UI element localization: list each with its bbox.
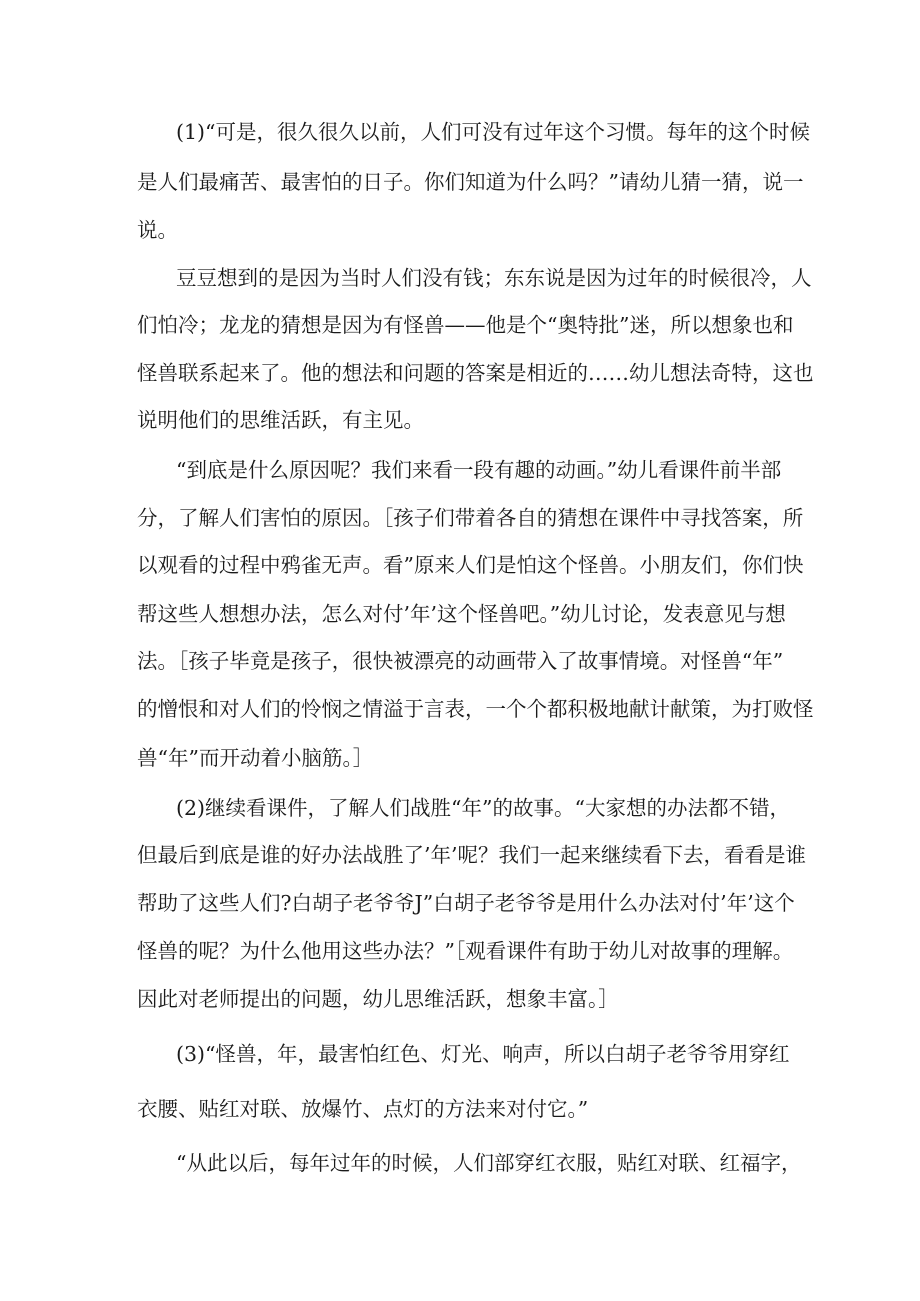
paragraph-4-line-2: 但最后到底是谁的好办法战胜了’年’呢？我们一起来继续看下去，看看是谁 [137, 843, 807, 867]
paragraph-3-line-7: 兽“年”而开动着小脑筋。］ [137, 746, 374, 770]
paragraph-3-line-4: 帮这些人想想办法，怎么对付’年’这个怪兽吧。”幼儿讨论，发表意见与想 [137, 602, 786, 626]
paragraph-3-line-1: “到底是什么原因呢？我们来看一段有趣的动画。”幼儿看课件前半部 [176, 458, 782, 482]
paragraph-1-line-3: 说。 [137, 218, 178, 242]
paragraph-3-line-2: 分，了解人们害怕的原因。［孩子们带着各自的猜想在课件中寻找答案，所 [137, 506, 804, 530]
paragraph-2-line-2: 们怕冷；龙龙的猜想是因为有怪兽——他是个“奥特批”迷，所以想象也和 [137, 313, 794, 337]
paragraph-4-line-3: 帮助了这些人们?白胡子老爷爷J”白胡子老爷爷是用什么办法对付’年’这个 [137, 891, 795, 915]
paragraph-4-line-4: 怪兽的呢？为什么他用这些办法？”［观看课件有助于幼儿对故事的理解。 [137, 939, 794, 963]
paragraph-6-line-1: “从此以后，每年过年的时候，人们部穿红衣服，贴红对联、红福字， [176, 1151, 802, 1175]
paragraph-1-line-1: (1)“可是，很久很久以前，人们可没有过年这个习惯。每年的这个时候 [176, 120, 811, 144]
paragraph-2-line-3: 怪兽联系起来了。他的想法和问题的答案是相近的……幼儿想法奇特，这也 [137, 361, 814, 385]
paragraph-5-line-1: (3)“怪兽，年，最害怕红色、灯光、响声，所以白胡子老爷爷用穿红 [176, 1042, 790, 1066]
paragraph-3-line-6: 的憎恨和对人们的怜悯之情溢于言表，一个个都积极地献计献策，为打败怪 [137, 697, 814, 721]
paragraph-2-line-4: 说明他们的思维活跃，有主见。 [137, 408, 424, 432]
paragraph-5-line-2: 衣腰、贴红对联、放爆竹、点灯的方法来对付它。” [137, 1097, 589, 1121]
paragraph-4-line-1: (2)继续看课件，了解人们战胜“年”的故事。“大家想的办法都不错， [176, 796, 790, 820]
paragraph-4-line-5: 因此对老师提出的问题，幼儿思维活跃，想象丰富。］ [137, 987, 619, 1011]
paragraph-3-line-3: 以观看的过程中鸦雀无声。看”原来人们是怕这个怪兽。小朋友们，你们快 [137, 553, 804, 577]
paragraph-2-line-1: 豆豆想到的是因为当时人们没有钱；东东说是因为过年的时候很冷，人 [176, 266, 812, 290]
paragraph-3-line-5: 法。［孩子毕竟是孩子，很快被漂亮的动画带入了故事情境。对怪兽“年” [137, 649, 784, 673]
paragraph-1-line-2: 是人们最痛苦、最害怕的日子。你们知道为什么吗？”请幼儿猜一猜，说一 [137, 170, 804, 194]
